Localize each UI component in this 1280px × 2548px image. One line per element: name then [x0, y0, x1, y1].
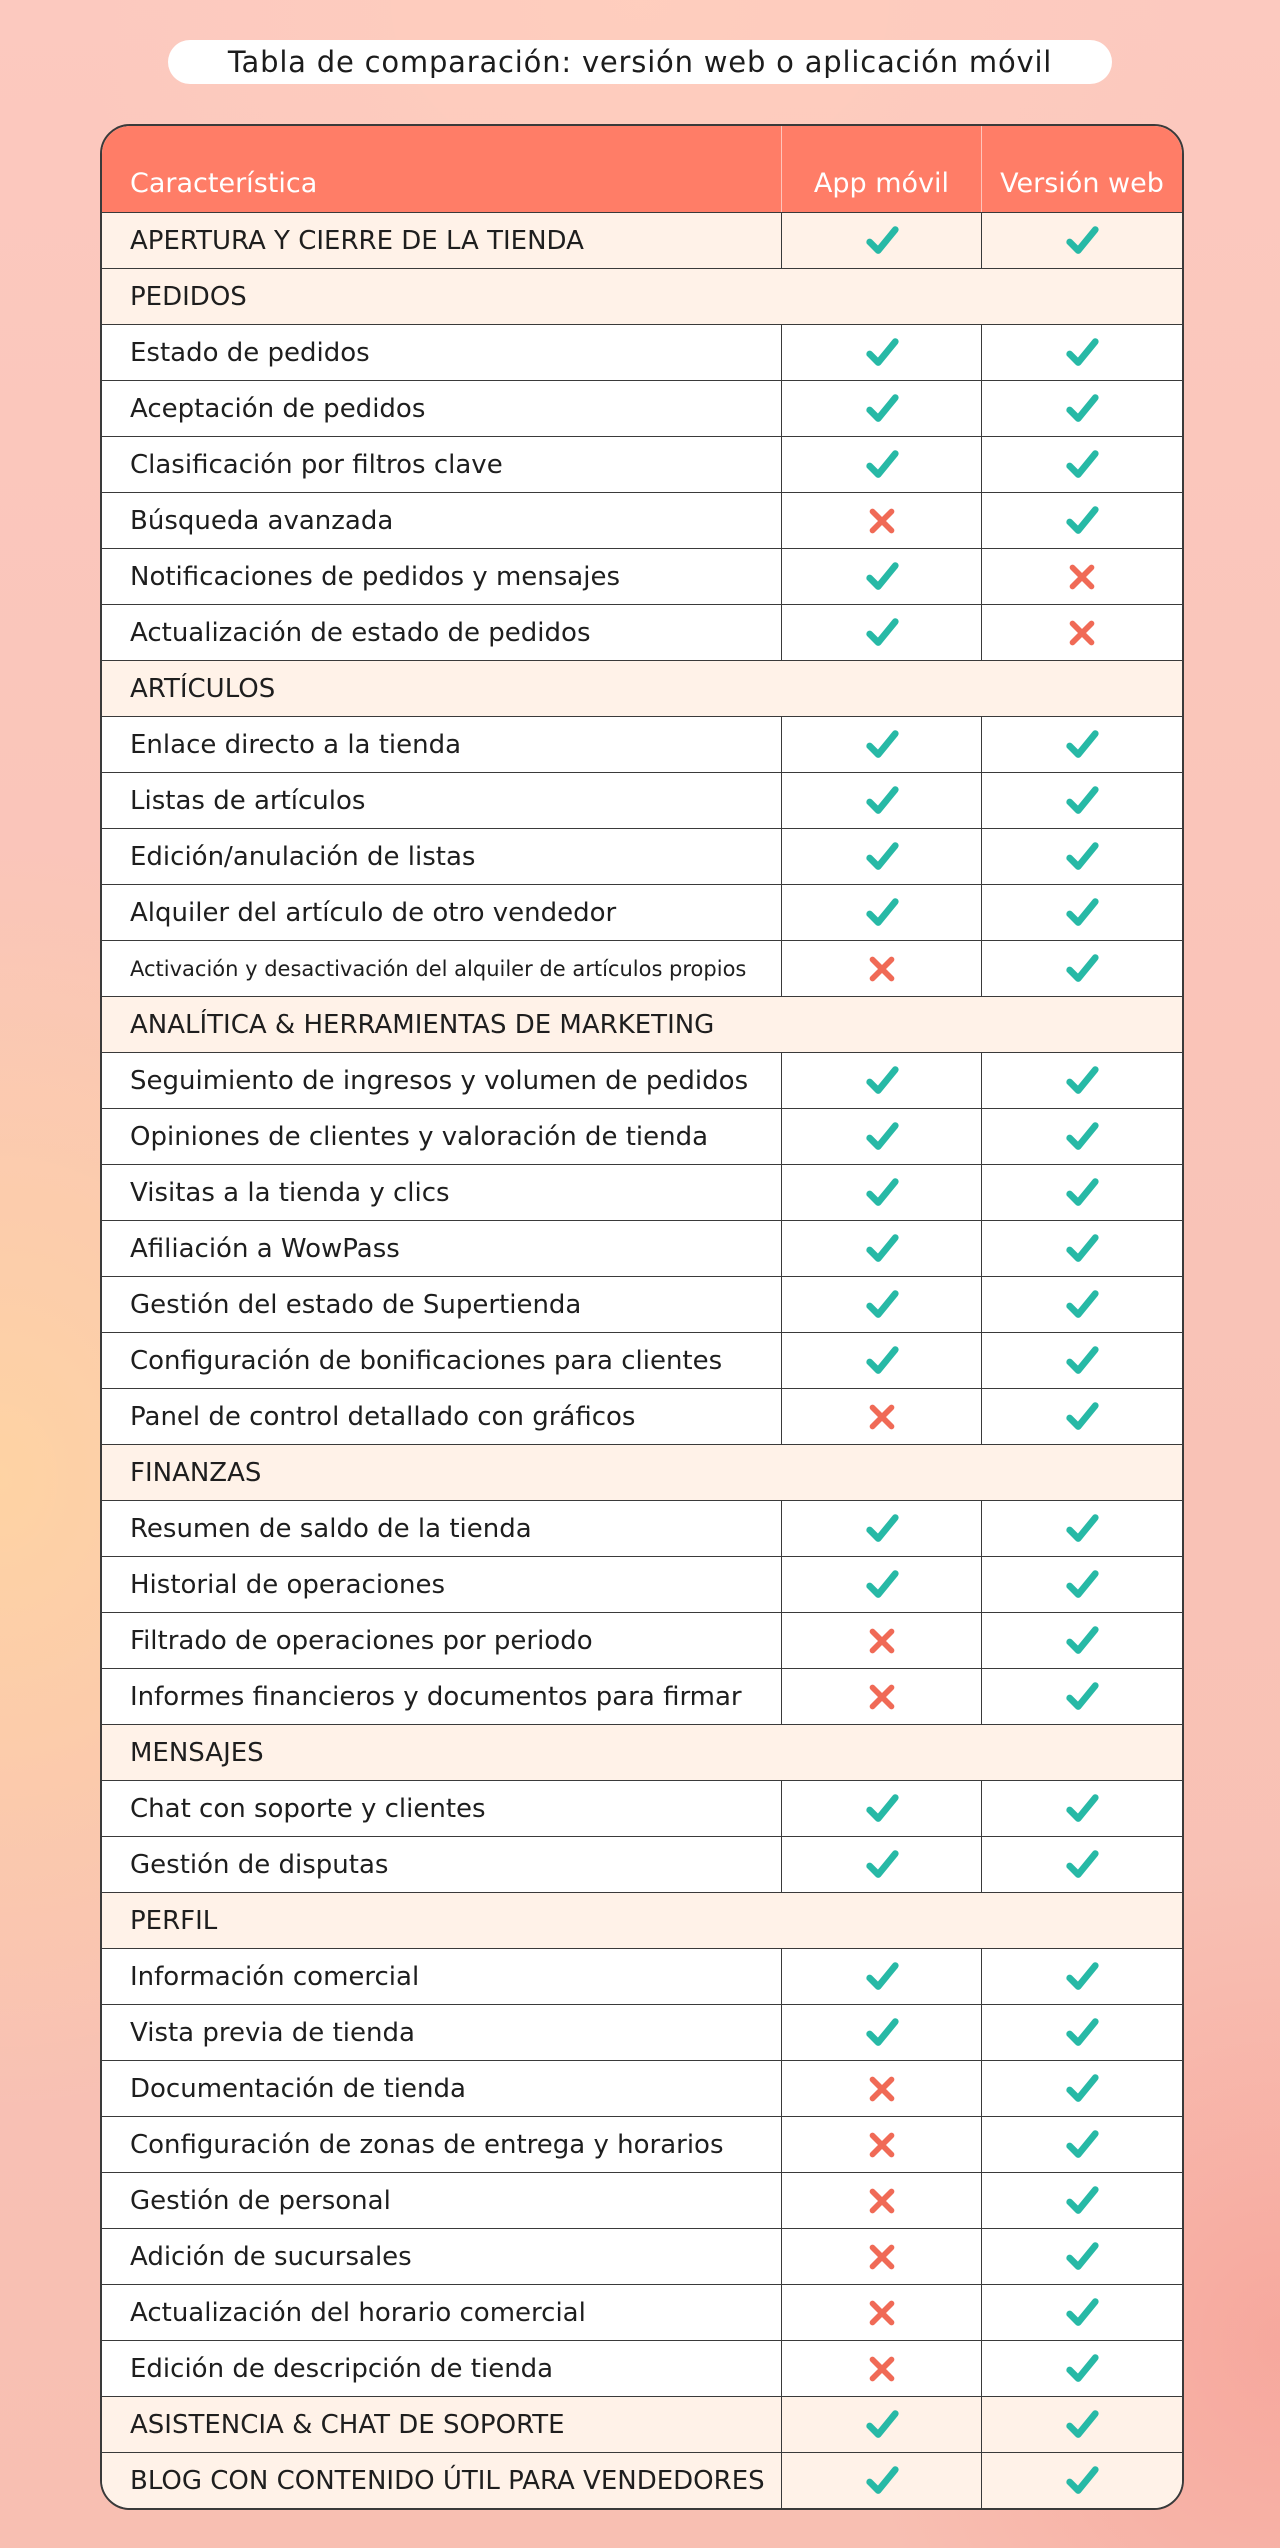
- web-cell: [981, 1053, 1182, 1108]
- check-icon: [863, 614, 901, 652]
- table-row: [102, 2452, 1182, 2508]
- feature-label: Chat con soporte y clientes: [130, 1793, 486, 1824]
- web-cell: [981, 1501, 1182, 1556]
- app-cell: [781, 1277, 981, 1332]
- web-cell: [981, 381, 1182, 436]
- app-cell: [781, 437, 981, 492]
- feature-label: Actualización de estado de pedidos: [130, 617, 591, 648]
- cross-icon: [1063, 558, 1101, 596]
- table-row: [102, 2396, 1182, 2452]
- app-cell: [781, 2285, 981, 2340]
- section-label: FINANZAS: [130, 1457, 262, 1488]
- web-cell: [981, 213, 1182, 268]
- check-icon: [1063, 2070, 1101, 2108]
- check-icon: [1063, 894, 1101, 932]
- app-cell: [781, 1165, 981, 1220]
- web-cell: [981, 1837, 1182, 1892]
- app-cell: [781, 1333, 981, 1388]
- table-row: [102, 884, 1182, 940]
- section-row: [102, 1724, 1182, 1780]
- feature-label: Opiniones de clientes y valoración de tienda: [130, 1121, 709, 1152]
- cross-icon: [863, 2350, 901, 2388]
- comparison-table: [100, 124, 1184, 2510]
- web-cell: [981, 2005, 1182, 2060]
- section-label: ANALÍTICA & HERRAMIENTAS DE MARKETING: [130, 1009, 715, 1040]
- check-icon: [1063, 950, 1101, 988]
- web-cell: [981, 2285, 1182, 2340]
- feature-label: Configuración de zonas de entrega y horarios: [130, 2129, 724, 2160]
- app-cell: [781, 1669, 981, 1724]
- feature-label: Gestión de personal: [130, 2185, 391, 2216]
- feature-label: BLOG CON CONTENIDO ÚTIL PARA VENDEDORES: [130, 2465, 765, 2496]
- app-cell: [781, 2061, 981, 2116]
- table-row: [102, 828, 1182, 884]
- table-body: [102, 212, 1182, 2508]
- feature-label: Actualización del horario comercial: [130, 2297, 586, 2328]
- check-icon: [1063, 726, 1101, 764]
- check-icon: [863, 1510, 901, 1548]
- table-header: [102, 126, 1182, 212]
- check-icon: [863, 1958, 901, 1996]
- check-icon: [1063, 1510, 1101, 1548]
- check-icon: [863, 222, 901, 260]
- table-row: [102, 2228, 1182, 2284]
- table-row: [102, 212, 1182, 268]
- feature-label: Listas de artículos: [130, 785, 366, 816]
- table-row: [102, 1108, 1182, 1164]
- web-cell: [981, 1109, 1182, 1164]
- app-cell: [781, 1501, 981, 1556]
- feature-label: Notificaciones de pedidos y mensajes: [130, 561, 621, 592]
- check-icon: [863, 838, 901, 876]
- check-icon: [1063, 2126, 1101, 2164]
- cross-icon: [1063, 614, 1101, 652]
- web-cell: [981, 829, 1182, 884]
- table-row: [102, 2004, 1182, 2060]
- check-icon: [1063, 782, 1101, 820]
- table-row: [102, 1780, 1182, 1836]
- feature-label: Configuración de bonificaciones para clientes: [130, 1345, 723, 1376]
- check-icon: [863, 1286, 901, 1324]
- web-cell: [981, 941, 1182, 996]
- app-cell: [781, 1053, 981, 1108]
- check-icon: [863, 1846, 901, 1884]
- check-icon: [1063, 1398, 1101, 1436]
- app-cell: [781, 2453, 981, 2508]
- section-row: [102, 268, 1182, 324]
- web-cell: [981, 2229, 1182, 2284]
- check-icon: [1063, 1678, 1101, 1716]
- check-icon: [1063, 838, 1101, 876]
- web-cell: [981, 493, 1182, 548]
- table-row: [102, 1052, 1182, 1108]
- check-icon: [1063, 1342, 1101, 1380]
- web-cell: [981, 2453, 1182, 2508]
- web-cell: [981, 2061, 1182, 2116]
- web-cell: [981, 549, 1182, 604]
- table-row: [102, 2060, 1182, 2116]
- cross-icon: [863, 950, 901, 988]
- header-feature: Característica: [130, 167, 318, 199]
- check-icon: [1063, 2350, 1101, 2388]
- app-cell: [781, 1949, 981, 2004]
- table-row: [102, 1556, 1182, 1612]
- check-icon: [863, 334, 901, 372]
- check-icon: [863, 1566, 901, 1604]
- app-cell: [781, 325, 981, 380]
- app-cell: [781, 1781, 981, 1836]
- check-icon: [1063, 2238, 1101, 2276]
- table-row: [102, 604, 1182, 660]
- table-row: [102, 436, 1182, 492]
- feature-label: Seguimiento de ingresos y volumen de pedidos: [130, 1065, 749, 1096]
- cross-icon: [863, 2126, 901, 2164]
- check-icon: [863, 558, 901, 596]
- web-cell: [981, 1221, 1182, 1276]
- feature-label: Afiliación a WowPass: [130, 1233, 400, 1264]
- cross-icon: [863, 2294, 901, 2332]
- section-label: MENSAJES: [130, 1737, 264, 1768]
- app-cell: [781, 941, 981, 996]
- table-row: [102, 548, 1182, 604]
- table-row: [102, 1612, 1182, 1668]
- web-cell: [981, 1333, 1182, 1388]
- app-cell: [781, 1613, 981, 1668]
- table-row: [102, 324, 1182, 380]
- web-cell: [981, 1949, 1182, 2004]
- check-icon: [863, 390, 901, 428]
- check-icon: [1063, 1062, 1101, 1100]
- web-cell: [981, 2117, 1182, 2172]
- app-cell: [781, 773, 981, 828]
- feature-label: Búsqueda avanzada: [130, 505, 394, 536]
- feature-label: Información comercial: [130, 1961, 420, 1992]
- feature-label: Activación y desactivación del alquiler de artículos propios: [130, 956, 747, 981]
- table-row: [102, 2116, 1182, 2172]
- feature-label: Edición/anulación de listas: [130, 841, 476, 872]
- feature-label: Vista previa de tienda: [130, 2017, 415, 2048]
- feature-label: Panel de control detallado con gráficos: [130, 1401, 636, 1432]
- table-row: [102, 1276, 1182, 1332]
- check-icon: [1063, 1174, 1101, 1212]
- check-icon: [1063, 1230, 1101, 1268]
- web-cell: [981, 717, 1182, 772]
- feature-label: Clasificación por filtros clave: [130, 449, 503, 480]
- table-row: [102, 2172, 1182, 2228]
- feature-label: Gestión de disputas: [130, 1849, 389, 1880]
- feature-label: Alquiler del artículo de otro vendedor: [130, 897, 617, 928]
- check-icon: [1063, 334, 1101, 372]
- check-icon: [863, 1342, 901, 1380]
- web-cell: [981, 1557, 1182, 1612]
- cross-icon: [863, 502, 901, 540]
- check-icon: [1063, 1566, 1101, 1604]
- web-cell: [981, 1781, 1182, 1836]
- table-row: [102, 1164, 1182, 1220]
- feature-label: Historial de operaciones: [130, 1569, 445, 1600]
- feature-label: Enlace directo a la tienda: [130, 729, 462, 760]
- feature-label: Gestión del estado de Supertienda: [130, 1289, 582, 1320]
- app-cell: [781, 885, 981, 940]
- check-icon: [1063, 1846, 1101, 1884]
- check-icon: [1063, 2462, 1101, 2500]
- cross-icon: [863, 1678, 901, 1716]
- page-title: Tabla de comparación: versión web o aplicación móvil: [168, 40, 1112, 84]
- web-cell: [981, 2341, 1182, 2396]
- app-cell: [781, 1557, 981, 1612]
- table-row: [102, 1668, 1182, 1724]
- app-cell: [781, 717, 981, 772]
- web-cell: [981, 1613, 1182, 1668]
- table-row: [102, 2284, 1182, 2340]
- app-cell: [781, 549, 981, 604]
- cross-icon: [863, 2182, 901, 2220]
- cross-icon: [863, 1398, 901, 1436]
- check-icon: [1063, 502, 1101, 540]
- web-cell: [981, 605, 1182, 660]
- cross-icon: [863, 2238, 901, 2276]
- check-icon: [863, 1230, 901, 1268]
- app-cell: [781, 2005, 981, 2060]
- check-icon: [863, 2014, 901, 2052]
- app-cell: [781, 829, 981, 884]
- table-row: [102, 1836, 1182, 1892]
- app-cell: [781, 381, 981, 436]
- section-label: ARTÍCULOS: [130, 673, 276, 704]
- web-cell: [981, 2173, 1182, 2228]
- check-icon: [863, 1174, 901, 1212]
- check-icon: [1063, 2182, 1101, 2220]
- web-cell: [981, 1669, 1182, 1724]
- app-cell: [781, 1389, 981, 1444]
- section-label: PEDIDOS: [130, 281, 247, 312]
- web-cell: [981, 885, 1182, 940]
- feature-label: ASISTENCIA & CHAT DE SOPORTE: [130, 2409, 565, 2440]
- check-icon: [863, 782, 901, 820]
- check-icon: [1063, 1118, 1101, 1156]
- web-cell: [981, 1389, 1182, 1444]
- feature-label: Resumen de saldo de la tienda: [130, 1513, 532, 1544]
- app-cell: [781, 213, 981, 268]
- web-cell: [981, 2397, 1182, 2452]
- web-cell: [981, 437, 1182, 492]
- feature-label: Aceptación de pedidos: [130, 393, 426, 424]
- table-row: [102, 716, 1182, 772]
- app-cell: [781, 2229, 981, 2284]
- check-icon: [863, 2406, 901, 2444]
- check-icon: [1063, 2014, 1101, 2052]
- app-cell: [781, 605, 981, 660]
- check-icon: [1063, 2294, 1101, 2332]
- check-icon: [863, 1118, 901, 1156]
- app-cell: [781, 2173, 981, 2228]
- table-row: [102, 1220, 1182, 1276]
- feature-label: Estado de pedidos: [130, 337, 370, 368]
- app-cell: [781, 1109, 981, 1164]
- header-web: Versión web: [981, 126, 1182, 212]
- section-row: [102, 660, 1182, 716]
- table-row: [102, 772, 1182, 828]
- check-icon: [863, 446, 901, 484]
- check-icon: [863, 2462, 901, 2500]
- header-app: App móvil: [781, 126, 981, 212]
- check-icon: [1063, 2406, 1101, 2444]
- check-icon: [863, 1062, 901, 1100]
- cross-icon: [863, 1622, 901, 1660]
- check-icon: [1063, 1622, 1101, 1660]
- table-row: [102, 2340, 1182, 2396]
- feature-label: Filtrado de operaciones por periodo: [130, 1625, 593, 1656]
- app-cell: [781, 2117, 981, 2172]
- feature-label: Adición de sucursales: [130, 2241, 412, 2272]
- feature-label: Visitas a la tienda y clics: [130, 1177, 450, 1208]
- check-icon: [863, 1790, 901, 1828]
- feature-label: APERTURA Y CIERRE DE LA TIENDA: [130, 225, 584, 256]
- check-icon: [1063, 222, 1101, 260]
- feature-label: Edición de descripción de tienda: [130, 2353, 554, 2384]
- app-cell: [781, 493, 981, 548]
- table-row: [102, 380, 1182, 436]
- app-cell: [781, 1221, 981, 1276]
- table-row: [102, 1500, 1182, 1556]
- section-row: [102, 996, 1182, 1052]
- web-cell: [981, 1165, 1182, 1220]
- check-icon: [1063, 446, 1101, 484]
- app-cell: [781, 2341, 981, 2396]
- check-icon: [863, 726, 901, 764]
- table-row: [102, 1948, 1182, 2004]
- check-icon: [863, 894, 901, 932]
- feature-label: Documentación de tienda: [130, 2073, 466, 2104]
- table-row: [102, 1388, 1182, 1444]
- table-row: [102, 940, 1182, 996]
- check-icon: [1063, 1958, 1101, 1996]
- cross-icon: [863, 2070, 901, 2108]
- web-cell: [981, 325, 1182, 380]
- table-row: [102, 1332, 1182, 1388]
- check-icon: [1063, 390, 1101, 428]
- section-row: [102, 1892, 1182, 1948]
- web-cell: [981, 1277, 1182, 1332]
- web-cell: [981, 773, 1182, 828]
- table-row: [102, 492, 1182, 548]
- check-icon: [1063, 1790, 1101, 1828]
- feature-label: Informes financieros y documentos para firmar: [130, 1681, 742, 1712]
- section-label: PERFIL: [130, 1905, 218, 1936]
- section-row: [102, 1444, 1182, 1500]
- check-icon: [1063, 1286, 1101, 1324]
- app-cell: [781, 1837, 981, 1892]
- app-cell: [781, 2397, 981, 2452]
